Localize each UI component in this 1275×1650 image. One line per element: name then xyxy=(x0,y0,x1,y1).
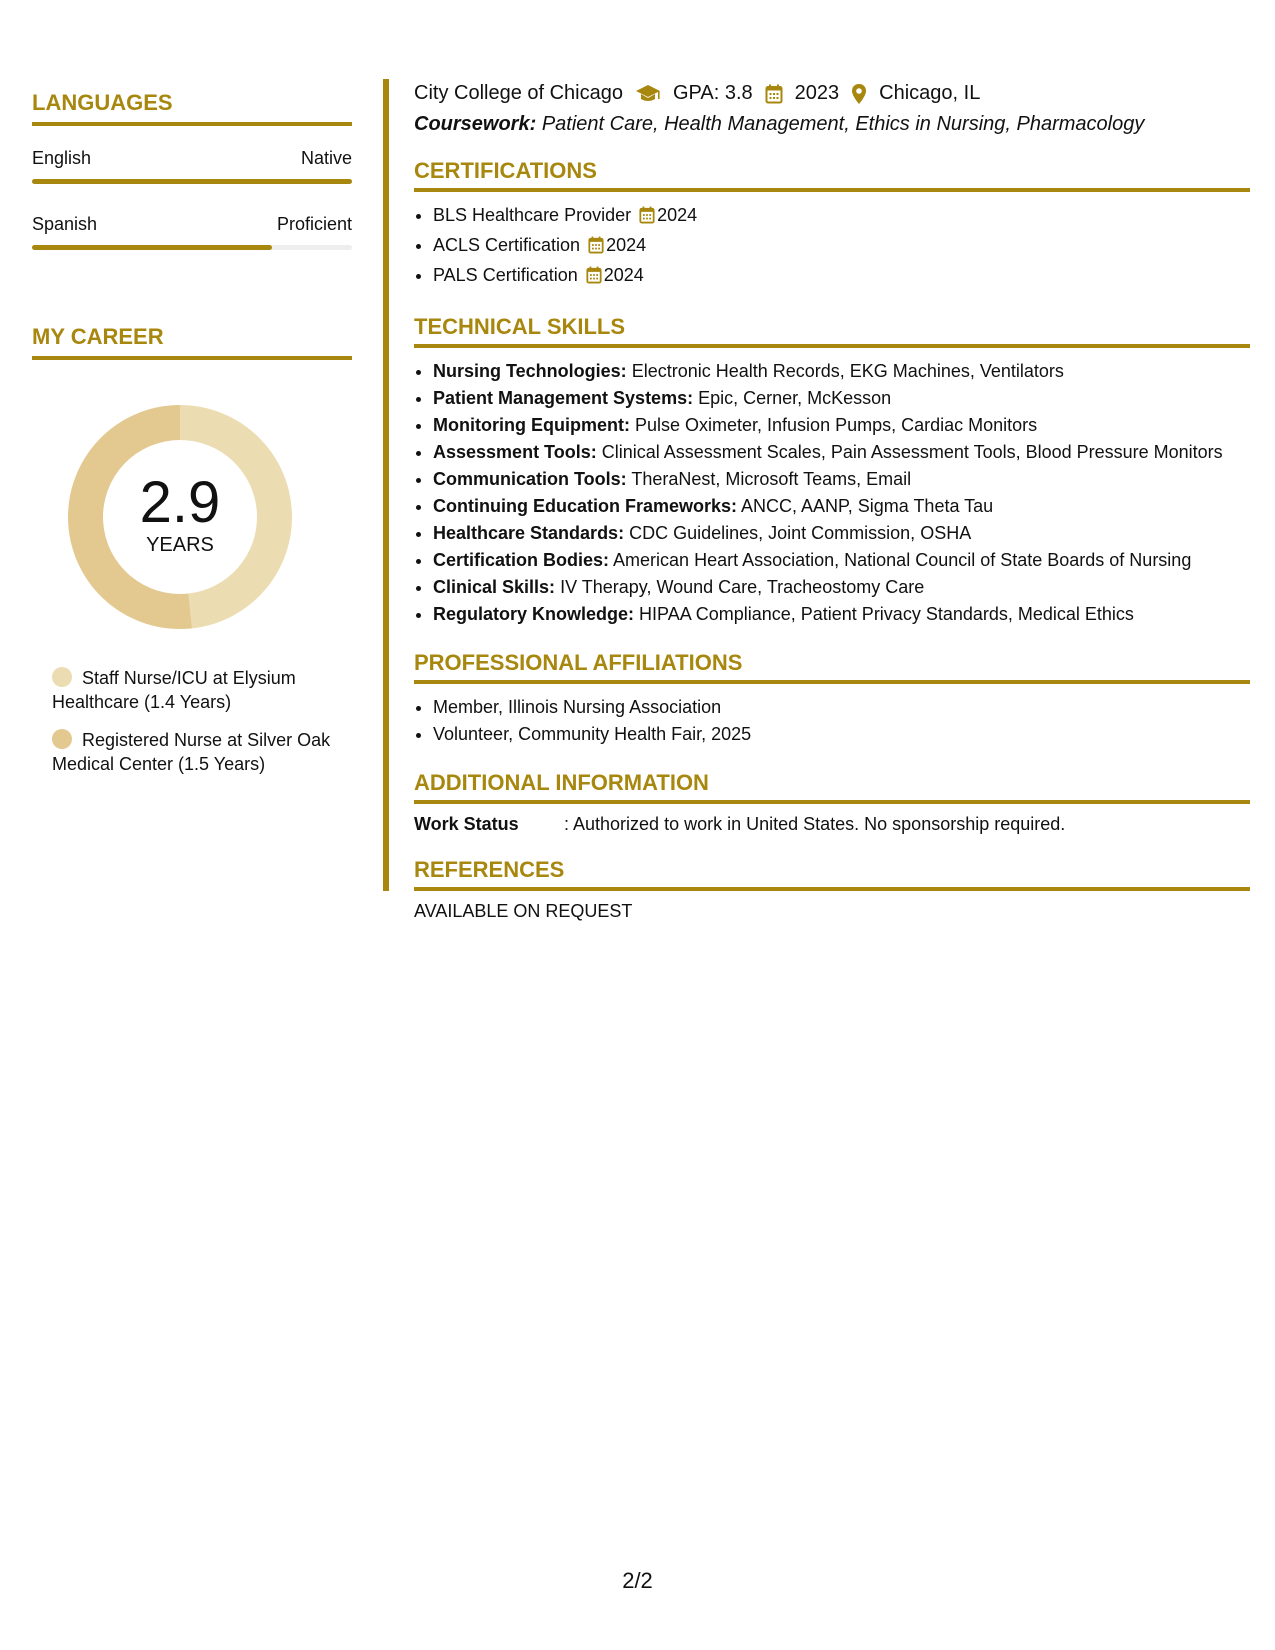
language-name: Spanish xyxy=(32,214,98,234)
certification-year: 2024 xyxy=(603,265,644,285)
language-item xyxy=(32,214,352,250)
calendar-icon xyxy=(639,205,655,232)
left-column xyxy=(32,90,352,790)
location-pin-icon xyxy=(851,83,867,105)
language-bar-fill xyxy=(32,179,352,184)
skill-text: CDC Guidelines, Joint Commission, OSHA xyxy=(629,523,972,543)
language-level: Proficient xyxy=(276,214,352,234)
list-item xyxy=(433,601,1250,628)
legend-item xyxy=(52,728,342,776)
career-total-unit: YEARS xyxy=(146,534,214,556)
coursework-line xyxy=(414,113,1250,136)
list-item xyxy=(433,520,1250,547)
references-text: AVAILABLE ON REQUEST xyxy=(414,901,633,921)
skill-label: Healthcare Standards: xyxy=(433,523,625,543)
references-title: REFERENCES xyxy=(414,857,1250,891)
certification-name: PALS Certification xyxy=(433,265,578,285)
calendar-icon xyxy=(586,265,602,292)
language-name: English xyxy=(32,148,92,168)
list-item: • Volunteer, Community Health Fair, 2025 xyxy=(433,721,1250,748)
list-item xyxy=(433,385,1250,412)
language-bar xyxy=(32,245,352,250)
list-item xyxy=(433,547,1250,574)
skill-label: Patient Management Systems: xyxy=(433,388,694,408)
languages-title: LANGUAGES xyxy=(32,90,352,126)
skill-label: Clinical Skills: xyxy=(433,577,556,597)
career-title: MY CAREER xyxy=(32,324,352,360)
technical-skills-list xyxy=(414,358,1250,628)
calendar-icon xyxy=(765,84,783,104)
skill-label: Communication Tools: xyxy=(433,469,627,489)
skill-text: American Heart Association, National Council of State Boards of Nursing xyxy=(613,550,1192,570)
career-total-value: 2.9 xyxy=(139,470,221,535)
work-status-row xyxy=(414,814,1250,835)
skill-text: ANCC, AANP, Sigma Theta Tau xyxy=(741,496,994,516)
language-level: Native xyxy=(300,148,352,168)
certification-year: 2024 xyxy=(606,235,647,255)
career-donut-chart xyxy=(65,402,295,632)
list-item xyxy=(433,574,1250,601)
technical-skills-title: TECHNICAL SKILLS xyxy=(414,314,1250,348)
certifications-title: CERTIFICATIONS xyxy=(414,158,1250,192)
list-item xyxy=(433,262,1250,292)
skill-text: Electronic Health Records, EKG Machines, Ventilators xyxy=(631,361,1064,381)
affiliations-list xyxy=(414,694,1250,748)
language-bar-fill xyxy=(32,245,272,250)
career-legend xyxy=(52,666,342,776)
graduation-cap-icon xyxy=(635,84,661,104)
column-divider xyxy=(383,79,389,891)
skill-text: Epic, Cerner, McKesson xyxy=(698,388,892,408)
certification-name: ACLS Certification xyxy=(433,235,581,255)
skill-text: Clinical Assessment Scales, Pain Assessment Tools, Blood Pressure Monitors xyxy=(601,442,1223,462)
list-item xyxy=(433,202,1250,232)
skill-text: IV Therapy, Wound Care, Tracheostomy Care xyxy=(560,577,925,597)
skill-text: HIPAA Compliance, Patient Privacy Standards, Medical Ethics xyxy=(639,604,1134,624)
language-bar xyxy=(32,179,352,184)
legend-label: Staff Nurse/ICU at Elysium Healthcare (1.4 Years) xyxy=(52,668,296,712)
school-name: City College of Chicago xyxy=(414,82,623,104)
list-item xyxy=(433,493,1250,520)
list-item xyxy=(433,232,1250,262)
list-item xyxy=(433,466,1250,493)
skill-text: Pulse Oximeter, Infusion Pumps, Cardiac Monitors xyxy=(634,415,1038,435)
certification-year: 2024 xyxy=(657,205,698,225)
coursework-text: Patient Care, Health Management, Ethics in Nursing, Pharmacology xyxy=(541,113,1145,135)
list-item: • Member, Illinois Nursing Association xyxy=(433,694,1250,721)
legend-label: Registered Nurse at Silver Oak Medical Center (1.5 Years) xyxy=(52,730,331,774)
work-status-text: : Authorized to work in United States. No sponsorship required. xyxy=(564,814,1066,834)
legend-dot-icon xyxy=(52,667,72,687)
legend-dot-icon xyxy=(52,729,72,749)
skill-label: Nursing Technologies: xyxy=(433,361,627,381)
skill-label: Regulatory Knowledge: xyxy=(433,604,635,624)
education-line xyxy=(414,82,1250,105)
page-number: 2/2 xyxy=(622,1568,653,1593)
list-item xyxy=(433,412,1250,439)
list-item xyxy=(433,439,1250,466)
skill-label: Certification Bodies: xyxy=(433,550,610,570)
graduation-year: 2023 xyxy=(794,82,840,104)
additional-info-title: ADDITIONAL INFORMATION xyxy=(414,770,1250,804)
school-location: Chicago, IL xyxy=(879,82,981,104)
work-status-label: Work Status xyxy=(414,814,519,834)
skill-label: Assessment Tools: xyxy=(433,442,597,462)
right-column xyxy=(414,82,1250,922)
affiliations-title: PROFESSIONAL AFFILIATIONS xyxy=(414,650,1250,684)
calendar-icon xyxy=(588,235,604,262)
legend-item xyxy=(52,666,342,714)
coursework-label: Coursework: xyxy=(414,113,537,135)
certifications-list xyxy=(414,202,1250,292)
skill-label: Monitoring Equipment: xyxy=(433,415,630,435)
career-section xyxy=(32,324,352,776)
certification-name: BLS Healthcare Provider xyxy=(433,205,632,225)
skill-label: Continuing Education Frameworks: xyxy=(433,496,738,516)
language-item xyxy=(32,148,352,184)
list-item xyxy=(433,358,1250,385)
gpa-text: GPA: 3.8 xyxy=(673,82,753,104)
skill-text: TheraNest, Microsoft Teams, Email xyxy=(631,469,912,489)
